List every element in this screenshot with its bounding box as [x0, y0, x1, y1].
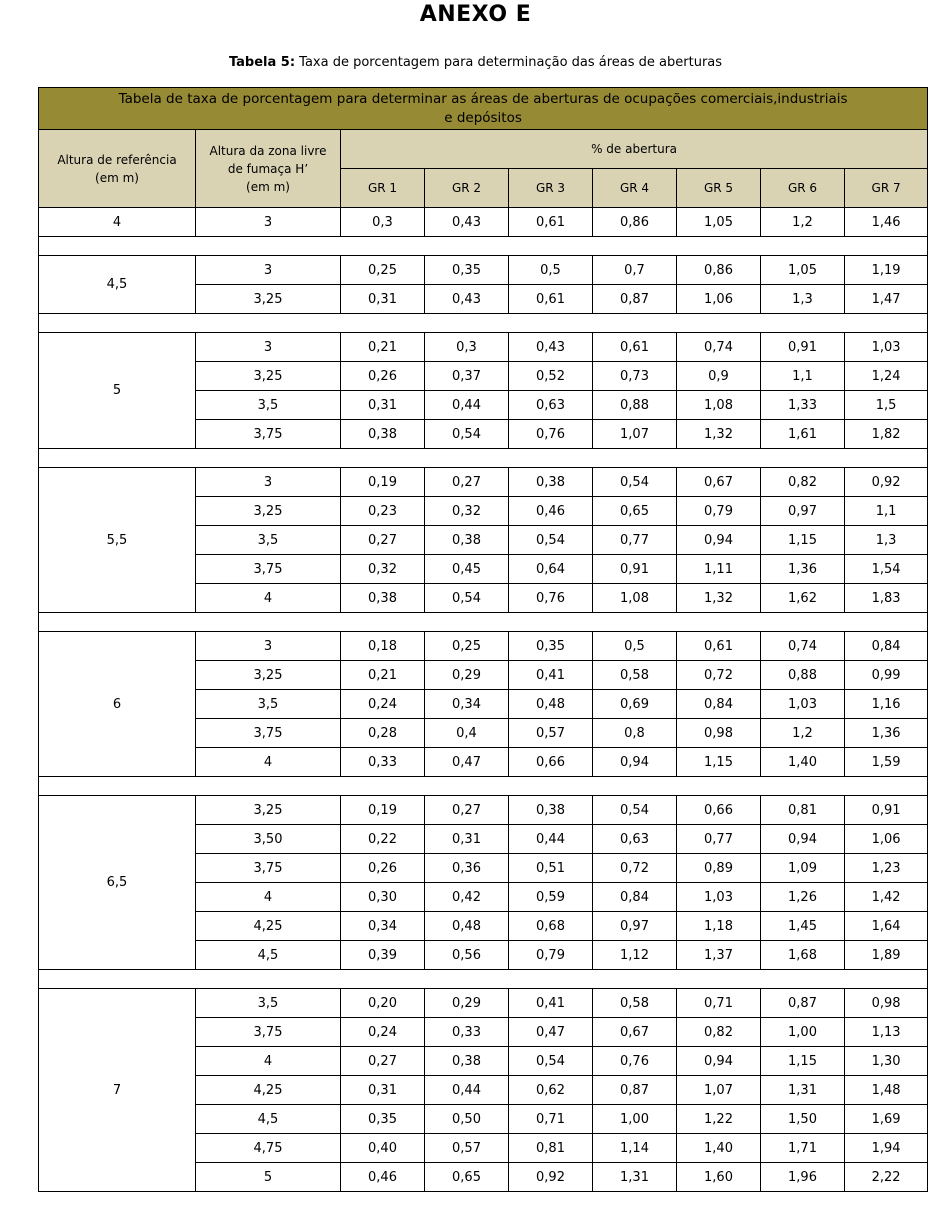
gr4-value-cell: 0,91 [593, 555, 677, 584]
gr6-value-cell: 1,26 [761, 883, 845, 912]
gr5-value-cell: 0,84 [677, 690, 761, 719]
smoke-free-height-cell: 3,25 [196, 497, 341, 526]
gr3-value-cell: 0,54 [509, 1047, 593, 1076]
gr7-value-cell: 0,84 [845, 632, 928, 661]
gr6-value-cell: 1,1 [761, 362, 845, 391]
gr4-value-cell: 0,54 [593, 796, 677, 825]
smoke-free-height-cell: 3 [196, 256, 341, 285]
gr6-value-cell: 1,50 [761, 1105, 845, 1134]
gr2-value-cell: 0,31 [425, 825, 509, 854]
smoke-free-height-cell: 3,50 [196, 825, 341, 854]
gr7-value-cell: 0,99 [845, 661, 928, 690]
gr7-value-cell: 1,59 [845, 748, 928, 777]
gr2-value-cell: 0,57 [425, 1134, 509, 1163]
smoke-free-height-cell: 3,25 [196, 362, 341, 391]
gr2-value-cell: 0,35 [425, 256, 509, 285]
gr5-value-cell: 0,71 [677, 989, 761, 1018]
caption-text: Taxa de porcentagem para determinação das áreas de aberturas [295, 55, 723, 70]
gr3-value-cell: 0,51 [509, 854, 593, 883]
col-ref-line-2: (em m) [95, 170, 139, 185]
gr5-value-cell: 1,40 [677, 1134, 761, 1163]
reference-height-cell: 7 [39, 989, 196, 1192]
gr6-value-cell: 1,15 [761, 1047, 845, 1076]
gr4-value-cell: 0,94 [593, 748, 677, 777]
table-row [39, 468, 928, 497]
gr6-value-cell: 0,82 [761, 468, 845, 497]
gr7-value-cell: 1,23 [845, 854, 928, 883]
gr5-value-cell: 0,86 [677, 256, 761, 285]
gr6-value-cell: 1,31 [761, 1076, 845, 1105]
smoke-free-height-cell: 3,5 [196, 526, 341, 555]
gr1-value-cell: 0,23 [341, 497, 425, 526]
reference-height-cell: 4,5 [39, 256, 196, 314]
gr6-value-cell: 0,97 [761, 497, 845, 526]
gr3-value-cell: 0,76 [509, 584, 593, 613]
gr5-value-cell: 0,66 [677, 796, 761, 825]
gr6-value-cell: 1,2 [761, 719, 845, 748]
table-row [39, 796, 928, 825]
gr6-value-cell: 1,45 [761, 912, 845, 941]
gr1-value-cell: 0,24 [341, 1018, 425, 1047]
gr4-value-cell: 0,8 [593, 719, 677, 748]
gr4-value-cell: 0,73 [593, 362, 677, 391]
gr7-value-cell: 1,1 [845, 497, 928, 526]
gr1-value-cell: 0,21 [341, 661, 425, 690]
smoke-free-height-cell: 3 [196, 468, 341, 497]
gr6-value-cell: 1,68 [761, 941, 845, 970]
smoke-free-height-cell: 4,75 [196, 1134, 341, 1163]
gr7-value-cell: 1,94 [845, 1134, 928, 1163]
gr5-value-cell: 1,06 [677, 285, 761, 314]
gr7-value-cell: 1,47 [845, 285, 928, 314]
gr1-value-cell: 0,38 [341, 420, 425, 449]
gr3-value-cell: 0,76 [509, 420, 593, 449]
table-row [39, 632, 928, 661]
gr4-value-cell: 0,65 [593, 497, 677, 526]
gr7-value-cell: 0,91 [845, 796, 928, 825]
table-row [39, 333, 928, 362]
gr3-value-cell: 0,35 [509, 632, 593, 661]
gr-header-3: GR 3 [509, 169, 593, 208]
smoke-free-height-cell: 3,75 [196, 854, 341, 883]
gr7-value-cell: 1,16 [845, 690, 928, 719]
gr5-value-cell: 0,74 [677, 333, 761, 362]
gr3-value-cell: 0,64 [509, 555, 593, 584]
gr1-value-cell: 0,31 [341, 1076, 425, 1105]
gr4-value-cell: 0,63 [593, 825, 677, 854]
gr3-value-cell: 0,43 [509, 333, 593, 362]
reference-height-cell: 6,5 [39, 796, 196, 970]
gr1-value-cell: 0,22 [341, 825, 425, 854]
gr6-value-cell: 0,88 [761, 661, 845, 690]
gr1-value-cell: 0,32 [341, 555, 425, 584]
gr4-value-cell: 0,97 [593, 912, 677, 941]
banner-line-2: e depósitos [444, 109, 522, 126]
gr6-value-cell: 1,15 [761, 526, 845, 555]
smoke-free-height-cell: 3,25 [196, 661, 341, 690]
gr1-value-cell: 0,40 [341, 1134, 425, 1163]
gr1-value-cell: 0,21 [341, 333, 425, 362]
gr3-value-cell: 0,62 [509, 1076, 593, 1105]
gr7-value-cell: 1,48 [845, 1076, 928, 1105]
gr1-value-cell: 0,39 [341, 941, 425, 970]
gr3-value-cell: 0,71 [509, 1105, 593, 1134]
gr1-value-cell: 0,46 [341, 1163, 425, 1192]
smoke-free-height-cell: 3,5 [196, 989, 341, 1018]
gr6-value-cell: 0,74 [761, 632, 845, 661]
smoke-free-height-cell: 3,25 [196, 285, 341, 314]
table-caption [0, 55, 951, 70]
gr-header-2: GR 2 [425, 169, 509, 208]
smoke-free-height-cell: 4 [196, 748, 341, 777]
gr6-value-cell: 1,61 [761, 420, 845, 449]
table-row [39, 256, 928, 285]
gr3-value-cell: 0,52 [509, 362, 593, 391]
spacer-cell [39, 777, 928, 796]
col-zone-line-1: Altura da zona livre [209, 143, 327, 158]
gr4-value-cell: 1,14 [593, 1134, 677, 1163]
gr7-value-cell: 1,5 [845, 391, 928, 420]
group-spacer [39, 314, 928, 333]
gr2-value-cell: 0,29 [425, 989, 509, 1018]
percentage-table [38, 87, 928, 1192]
gr7-value-cell: 1,82 [845, 420, 928, 449]
gr2-value-cell: 0,27 [425, 796, 509, 825]
gr3-value-cell: 0,61 [509, 285, 593, 314]
gr6-value-cell: 0,87 [761, 989, 845, 1018]
gr5-value-cell: 1,60 [677, 1163, 761, 1192]
gr7-value-cell: 1,83 [845, 584, 928, 613]
smoke-free-height-cell: 3 [196, 208, 341, 237]
gr2-value-cell: 0,38 [425, 1047, 509, 1076]
gr5-value-cell: 0,67 [677, 468, 761, 497]
gr5-value-cell: 1,11 [677, 555, 761, 584]
gr6-value-cell: 1,33 [761, 391, 845, 420]
gr2-value-cell: 0,47 [425, 748, 509, 777]
gr6-value-cell: 1,09 [761, 854, 845, 883]
group-spacer [39, 777, 928, 796]
gr5-value-cell: 1,08 [677, 391, 761, 420]
table-row [39, 208, 928, 237]
smoke-free-height-cell: 3,75 [196, 719, 341, 748]
gr1-value-cell: 0,28 [341, 719, 425, 748]
gr2-value-cell: 0,36 [425, 854, 509, 883]
table-row [39, 989, 928, 1018]
gr2-value-cell: 0,65 [425, 1163, 509, 1192]
gr7-value-cell: 1,24 [845, 362, 928, 391]
gr4-value-cell: 0,67 [593, 1018, 677, 1047]
gr3-value-cell: 0,44 [509, 825, 593, 854]
page-title: ANEXO E [419, 2, 532, 27]
gr2-value-cell: 0,43 [425, 208, 509, 237]
gr5-value-cell: 0,79 [677, 497, 761, 526]
gr7-value-cell: 1,42 [845, 883, 928, 912]
reference-height-cell: 4 [39, 208, 196, 237]
gr4-value-cell: 1,08 [593, 584, 677, 613]
gr5-value-cell: 1,32 [677, 584, 761, 613]
gr-header-6: GR 6 [761, 169, 845, 208]
gr3-value-cell: 0,79 [509, 941, 593, 970]
gr7-value-cell: 1,30 [845, 1047, 928, 1076]
gr-header-7: GR 7 [845, 169, 928, 208]
gr6-value-cell: 1,00 [761, 1018, 845, 1047]
smoke-free-height-cell: 4 [196, 584, 341, 613]
gr1-value-cell: 0,38 [341, 584, 425, 613]
gr4-value-cell: 0,7 [593, 256, 677, 285]
gr1-value-cell: 0,26 [341, 854, 425, 883]
gr3-value-cell: 0,46 [509, 497, 593, 526]
gr1-value-cell: 0,20 [341, 989, 425, 1018]
gr2-value-cell: 0,25 [425, 632, 509, 661]
smoke-free-height-cell: 4,25 [196, 1076, 341, 1105]
gr4-value-cell: 0,84 [593, 883, 677, 912]
gr4-value-cell: 0,58 [593, 989, 677, 1018]
gr4-value-cell: 0,76 [593, 1047, 677, 1076]
gr6-value-cell: 1,40 [761, 748, 845, 777]
gr1-value-cell: 0,31 [341, 285, 425, 314]
gr6-value-cell: 1,36 [761, 555, 845, 584]
gr7-value-cell: 1,06 [845, 825, 928, 854]
gr4-value-cell: 1,31 [593, 1163, 677, 1192]
gr7-value-cell: 1,64 [845, 912, 928, 941]
group-spacer [39, 970, 928, 989]
gr1-value-cell: 0,34 [341, 912, 425, 941]
gr5-value-cell: 1,03 [677, 883, 761, 912]
gr7-value-cell: 0,98 [845, 989, 928, 1018]
gr4-value-cell: 0,86 [593, 208, 677, 237]
group-spacer [39, 237, 928, 256]
col-zone-line-2: de fumaça H’ [227, 161, 309, 176]
gr6-value-cell: 1,62 [761, 584, 845, 613]
gr3-value-cell: 0,48 [509, 690, 593, 719]
gr6-value-cell: 0,81 [761, 796, 845, 825]
gr3-value-cell: 0,81 [509, 1134, 593, 1163]
gr3-value-cell: 0,57 [509, 719, 593, 748]
gr2-value-cell: 0,43 [425, 285, 509, 314]
gr2-value-cell: 0,48 [425, 912, 509, 941]
gr2-value-cell: 0,33 [425, 1018, 509, 1047]
gr6-value-cell: 0,94 [761, 825, 845, 854]
gr2-value-cell: 0,38 [425, 526, 509, 555]
gr1-value-cell: 0,27 [341, 526, 425, 555]
gr5-value-cell: 0,98 [677, 719, 761, 748]
gr1-value-cell: 0,31 [341, 391, 425, 420]
smoke-free-height-cell: 4 [196, 883, 341, 912]
banner-line-1: Tabela de taxa de porcentagem para determinar as áreas de aberturas de ocupações comerciais,industriais [118, 90, 848, 107]
gr5-value-cell: 1,18 [677, 912, 761, 941]
gr1-value-cell: 0,25 [341, 256, 425, 285]
gr7-value-cell: 1,36 [845, 719, 928, 748]
gr-header-1: GR 1 [341, 169, 425, 208]
gr5-value-cell: 1,05 [677, 208, 761, 237]
gr7-value-cell: 1,69 [845, 1105, 928, 1134]
table-banner [39, 88, 928, 130]
smoke-free-height-cell: 3,75 [196, 555, 341, 584]
gr7-value-cell: 2,22 [845, 1163, 928, 1192]
caption-label: Tabela 5: [228, 55, 296, 70]
gr4-value-cell: 1,00 [593, 1105, 677, 1134]
gr5-value-cell: 1,07 [677, 1076, 761, 1105]
gr4-value-cell: 0,72 [593, 854, 677, 883]
gr5-value-cell: 0,82 [677, 1018, 761, 1047]
gr1-value-cell: 0,18 [341, 632, 425, 661]
gr1-value-cell: 0,24 [341, 690, 425, 719]
gr6-value-cell: 1,71 [761, 1134, 845, 1163]
gr5-value-cell: 0,77 [677, 825, 761, 854]
gr4-value-cell: 1,12 [593, 941, 677, 970]
reference-height-cell: 5,5 [39, 468, 196, 613]
group-spacer [39, 449, 928, 468]
smoke-free-height-cell: 4,5 [196, 1105, 341, 1134]
gr1-value-cell: 0,3 [341, 208, 425, 237]
gr2-value-cell: 0,56 [425, 941, 509, 970]
gr7-value-cell: 0,92 [845, 468, 928, 497]
gr4-value-cell: 1,07 [593, 420, 677, 449]
spacer-cell [39, 970, 928, 989]
gr5-value-cell: 1,15 [677, 748, 761, 777]
gr6-value-cell: 1,05 [761, 256, 845, 285]
gr2-value-cell: 0,44 [425, 1076, 509, 1105]
gr3-value-cell: 0,59 [509, 883, 593, 912]
gr2-value-cell: 0,42 [425, 883, 509, 912]
smoke-free-height-cell: 3 [196, 632, 341, 661]
group-spacer [39, 613, 928, 632]
spacer-cell [39, 237, 928, 256]
gr2-value-cell: 0,45 [425, 555, 509, 584]
smoke-free-height-cell: 4,25 [196, 912, 341, 941]
spacer-cell [39, 314, 928, 333]
smoke-free-height-cell: 3,75 [196, 420, 341, 449]
gr-header-5: GR 5 [677, 169, 761, 208]
gr3-value-cell: 0,92 [509, 1163, 593, 1192]
gr6-value-cell: 0,91 [761, 333, 845, 362]
gr1-value-cell: 0,19 [341, 468, 425, 497]
gr5-value-cell: 1,32 [677, 420, 761, 449]
gr1-value-cell: 0,35 [341, 1105, 425, 1134]
col-header-opening-percent: % de abertura [341, 130, 928, 169]
gr7-value-cell: 1,89 [845, 941, 928, 970]
spacer-cell [39, 449, 928, 468]
gr3-value-cell: 0,54 [509, 526, 593, 555]
gr5-value-cell: 1,37 [677, 941, 761, 970]
gr2-value-cell: 0,50 [425, 1105, 509, 1134]
gr3-value-cell: 0,5 [509, 256, 593, 285]
gr2-value-cell: 0,3 [425, 333, 509, 362]
smoke-free-height-cell: 3,75 [196, 1018, 341, 1047]
gr2-value-cell: 0,54 [425, 420, 509, 449]
gr3-value-cell: 0,66 [509, 748, 593, 777]
col-ref-line-1: Altura de referência [57, 152, 177, 167]
smoke-free-height-cell: 3 [196, 333, 341, 362]
smoke-free-height-cell: 3,25 [196, 796, 341, 825]
gr6-value-cell: 1,3 [761, 285, 845, 314]
gr7-value-cell: 1,19 [845, 256, 928, 285]
gr4-value-cell: 0,77 [593, 526, 677, 555]
smoke-free-height-cell: 5 [196, 1163, 341, 1192]
gr4-value-cell: 0,88 [593, 391, 677, 420]
gr1-value-cell: 0,27 [341, 1047, 425, 1076]
gr2-value-cell: 0,37 [425, 362, 509, 391]
gr1-value-cell: 0,26 [341, 362, 425, 391]
gr4-value-cell: 0,87 [593, 1076, 677, 1105]
gr2-value-cell: 0,54 [425, 584, 509, 613]
reference-height-cell: 5 [39, 333, 196, 449]
gr4-value-cell: 0,87 [593, 285, 677, 314]
gr3-value-cell: 0,61 [509, 208, 593, 237]
gr6-value-cell: 1,03 [761, 690, 845, 719]
gr7-value-cell: 1,03 [845, 333, 928, 362]
gr7-value-cell: 1,3 [845, 526, 928, 555]
gr6-value-cell: 1,2 [761, 208, 845, 237]
col-header-reference-height [39, 130, 196, 208]
gr5-value-cell: 0,9 [677, 362, 761, 391]
gr3-value-cell: 0,38 [509, 796, 593, 825]
gr6-value-cell: 1,96 [761, 1163, 845, 1192]
reference-height-cell: 6 [39, 632, 196, 777]
gr-header-4: GR 4 [593, 169, 677, 208]
gr4-value-cell: 0,69 [593, 690, 677, 719]
gr4-value-cell: 0,58 [593, 661, 677, 690]
gr5-value-cell: 0,94 [677, 1047, 761, 1076]
gr7-value-cell: 1,54 [845, 555, 928, 584]
spacer-cell [39, 613, 928, 632]
gr1-value-cell: 0,33 [341, 748, 425, 777]
gr7-value-cell: 1,46 [845, 208, 928, 237]
gr5-value-cell: 0,89 [677, 854, 761, 883]
smoke-free-height-cell: 3,5 [196, 690, 341, 719]
smoke-free-height-cell: 4,5 [196, 941, 341, 970]
col-header-smoke-free-zone [196, 130, 341, 208]
gr3-value-cell: 0,41 [509, 989, 593, 1018]
gr4-value-cell: 0,54 [593, 468, 677, 497]
gr5-value-cell: 0,61 [677, 632, 761, 661]
gr2-value-cell: 0,34 [425, 690, 509, 719]
gr5-value-cell: 0,72 [677, 661, 761, 690]
gr1-value-cell: 0,19 [341, 796, 425, 825]
table-body [39, 208, 928, 1192]
gr5-value-cell: 0,94 [677, 526, 761, 555]
gr2-value-cell: 0,27 [425, 468, 509, 497]
gr3-value-cell: 0,63 [509, 391, 593, 420]
gr2-value-cell: 0,32 [425, 497, 509, 526]
gr4-value-cell: 0,61 [593, 333, 677, 362]
col-zone-line-3: (em m) [246, 179, 290, 194]
gr3-value-cell: 0,47 [509, 1018, 593, 1047]
gr3-value-cell: 0,41 [509, 661, 593, 690]
gr3-value-cell: 0,38 [509, 468, 593, 497]
gr2-value-cell: 0,29 [425, 661, 509, 690]
gr2-value-cell: 0,4 [425, 719, 509, 748]
gr2-value-cell: 0,44 [425, 391, 509, 420]
smoke-free-height-cell: 4 [196, 1047, 341, 1076]
gr1-value-cell: 0,30 [341, 883, 425, 912]
gr4-value-cell: 0,5 [593, 632, 677, 661]
gr3-value-cell: 0,68 [509, 912, 593, 941]
gr7-value-cell: 1,13 [845, 1018, 928, 1047]
gr5-value-cell: 1,22 [677, 1105, 761, 1134]
smoke-free-height-cell: 3,5 [196, 391, 341, 420]
